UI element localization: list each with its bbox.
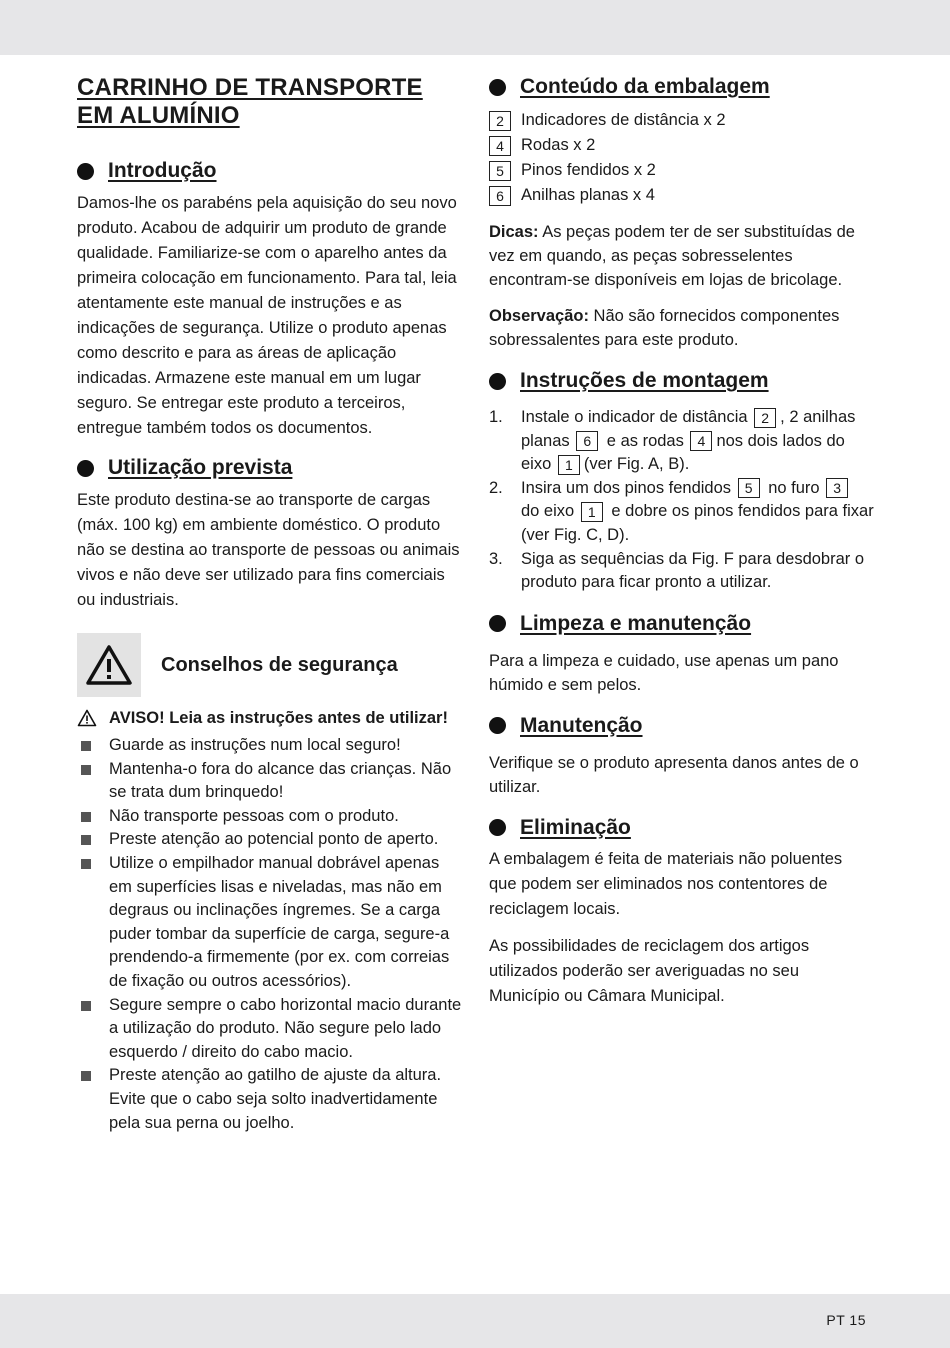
list-item bbox=[489, 477, 874, 548]
list-item: Preste atenção ao gatilho de ajuste da altura. Evite que o cabo seja solto inadvertidamente pela sua perna ou joelho. bbox=[77, 1064, 465, 1135]
part-number: 4 bbox=[489, 136, 511, 156]
use-text: Este produto destina-se ao transporte de cargas (máx. 100 kg) em ambiente doméstico. O produto não se destina ao transporte de pessoas ou animais vivos e não deve ser utilizado para fins comerciais ou industriais. bbox=[77, 491, 460, 609]
list-item: Segure sempre o cabo horizontal macio durante a utilização do produto. Não segure pelo lado esquerdo / direito do cabo macio. bbox=[77, 994, 465, 1065]
intro-section bbox=[77, 158, 465, 441]
part-label: Rodas x 2 bbox=[521, 136, 596, 154]
list-item bbox=[489, 133, 874, 158]
page-title bbox=[77, 74, 465, 130]
bullet-dot-icon bbox=[77, 460, 94, 477]
cleaning-section bbox=[489, 611, 874, 697]
list-item: Preste atenção ao potencial ponto de aperto. bbox=[77, 828, 465, 852]
use-heading: Utilização prevista bbox=[108, 456, 293, 479]
contents-heading: Conteúdo da embalagem bbox=[520, 75, 770, 98]
part-number: 2 bbox=[754, 408, 776, 428]
safety-list bbox=[77, 734, 465, 1135]
step-number: 2. bbox=[489, 478, 503, 497]
list-item: Utilize o empilhador manual dobrável apenas em superfícies lisas e niveladas, mas não em degraus ou inclinações íngremes. Se a carga puder tombar da superfície de carga, segure-a prendendo-a firmemente (por ex. com correias de fixação ou outros acessórios). bbox=[77, 852, 465, 994]
bullet-dot-icon bbox=[489, 717, 506, 734]
part-number: 5 bbox=[489, 161, 511, 181]
list-item bbox=[489, 406, 874, 477]
part-number: 2 bbox=[489, 111, 511, 131]
warning-triangle-icon bbox=[77, 633, 141, 697]
step-text: Instale o indicador de distância bbox=[521, 408, 753, 426]
part-number: 1 bbox=[581, 502, 603, 522]
left-column bbox=[77, 70, 465, 1135]
maintenance-text: Verifique se o produto apresenta danos antes de o utilizar. bbox=[489, 753, 859, 796]
list-item bbox=[489, 548, 874, 595]
maintenance-section bbox=[489, 713, 874, 799]
step-text: (ver Fig. A, B). bbox=[583, 455, 690, 474]
list-item bbox=[489, 158, 874, 183]
bullet-dot-icon bbox=[489, 615, 506, 632]
step-number: 3. bbox=[489, 549, 503, 568]
disposal-heading: Eliminação bbox=[520, 815, 631, 839]
tips-paragraph bbox=[489, 220, 874, 292]
small-warning-icon bbox=[77, 707, 109, 734]
assembly-heading: Instruções de montagem bbox=[520, 369, 769, 392]
warning-line bbox=[77, 707, 465, 734]
page-number: PT 15 bbox=[826, 1312, 866, 1328]
list-item bbox=[489, 183, 874, 208]
parts-list bbox=[489, 108, 874, 208]
cleaning-text: Para a limpeza e cuidado, use apenas um pano húmido e sem pelos. bbox=[489, 651, 839, 694]
warning-text: AVISO! Leia as instruções antes de utilizar! bbox=[109, 709, 448, 727]
maintenance-heading: Manutenção bbox=[520, 713, 643, 737]
top-band bbox=[0, 0, 950, 55]
note-paragraph bbox=[489, 304, 874, 352]
assembly-section bbox=[489, 368, 874, 595]
assembly-steps bbox=[489, 406, 874, 595]
list-item bbox=[489, 108, 874, 133]
bullet-dot-icon bbox=[489, 373, 506, 390]
note-label: Observação: bbox=[489, 307, 589, 325]
step-text: e dobre os pinos fendidos para fixar (ver Fig. C, D). bbox=[521, 502, 874, 544]
disposal-text-1: A embalagem é feita de materiais não poluentes que podem ser eliminados nos contentores de reciclagem locais. bbox=[489, 849, 843, 918]
title-line-2: EM ALUMÍNIO bbox=[77, 102, 240, 129]
disposal-section bbox=[489, 815, 874, 1009]
list-item: Não transporte pessoas com o produto. bbox=[77, 805, 465, 829]
footer-band bbox=[0, 1294, 950, 1348]
part-number: 6 bbox=[576, 431, 598, 451]
tips-label: Dicas: bbox=[489, 223, 539, 241]
contents-section bbox=[489, 74, 874, 352]
part-number: 1 bbox=[558, 455, 580, 475]
intro-heading: Introdução bbox=[108, 159, 217, 182]
use-section bbox=[77, 455, 465, 613]
step-text: , 2 anilhas planas bbox=[521, 408, 856, 450]
tips-text: As peças podem ter de ser substituídas de vez em quando, as peças sobresselentes encontram-se disponíveis em lojas de bricolage. bbox=[489, 223, 855, 289]
safety-header bbox=[77, 633, 465, 697]
part-number: 5 bbox=[738, 478, 760, 498]
part-label: Anilhas planas x 4 bbox=[521, 186, 655, 204]
step-text: e as rodas bbox=[602, 431, 689, 450]
cleaning-heading: Limpeza e manutenção bbox=[520, 611, 752, 635]
part-label: Pinos fendidos x 2 bbox=[521, 161, 656, 179]
step-number: 1. bbox=[489, 408, 503, 426]
step-text: Siga as sequências da Fig. F para desdobrar o produto para ficar pronto a utilizar. bbox=[521, 549, 865, 592]
part-number: 4 bbox=[690, 431, 712, 451]
bullet-dot-icon bbox=[489, 79, 506, 96]
bullet-dot-icon bbox=[77, 163, 94, 180]
intro-text: Damos-lhe os parabéns pela aquisição do seu novo produto. Acabou de adquirir um produto de grande qualidade. Familiarize-se com o aparelho antes da primeira colocação em funcionamento. Para tal, leia atentamente este manual de instruções e as indicações de segurança. Utilize o produto apenas como descrito e para as áreas de aplicação indicadas. Armazene este manual em um lugar seguro. Se entregar este produto a terceiros, entregue também todos os documentos. bbox=[77, 194, 457, 437]
title-line-1: CARRINHO DE TRANSPORTE bbox=[77, 74, 423, 101]
list-item: Guarde as instruções num local seguro! bbox=[77, 734, 465, 758]
part-number: 6 bbox=[489, 186, 511, 206]
disposal-text-2: As possibilidades de reciclagem dos artigos utilizados poderão ser averiguadas no seu Município ou Câmara Municipal. bbox=[489, 936, 810, 1005]
step-text: no furo bbox=[763, 478, 825, 497]
note-text: Não são fornecidos componentes sobressalentes para este produto. bbox=[489, 307, 840, 349]
step-text: do eixo bbox=[521, 502, 579, 521]
part-label: Indicadores de distância x 2 bbox=[521, 111, 726, 129]
list-item: Mantenha-o fora do alcance das crianças. Não se trata dum brinquedo! bbox=[77, 758, 465, 805]
part-number: 3 bbox=[826, 478, 848, 498]
bullet-dot-icon bbox=[489, 819, 506, 836]
step-text: Insira um dos pinos fendidos bbox=[521, 478, 736, 497]
safety-heading: Conselhos de segurança bbox=[161, 653, 398, 676]
step-text: nos dois lados do eixo bbox=[521, 431, 845, 474]
right-column bbox=[489, 70, 874, 1009]
